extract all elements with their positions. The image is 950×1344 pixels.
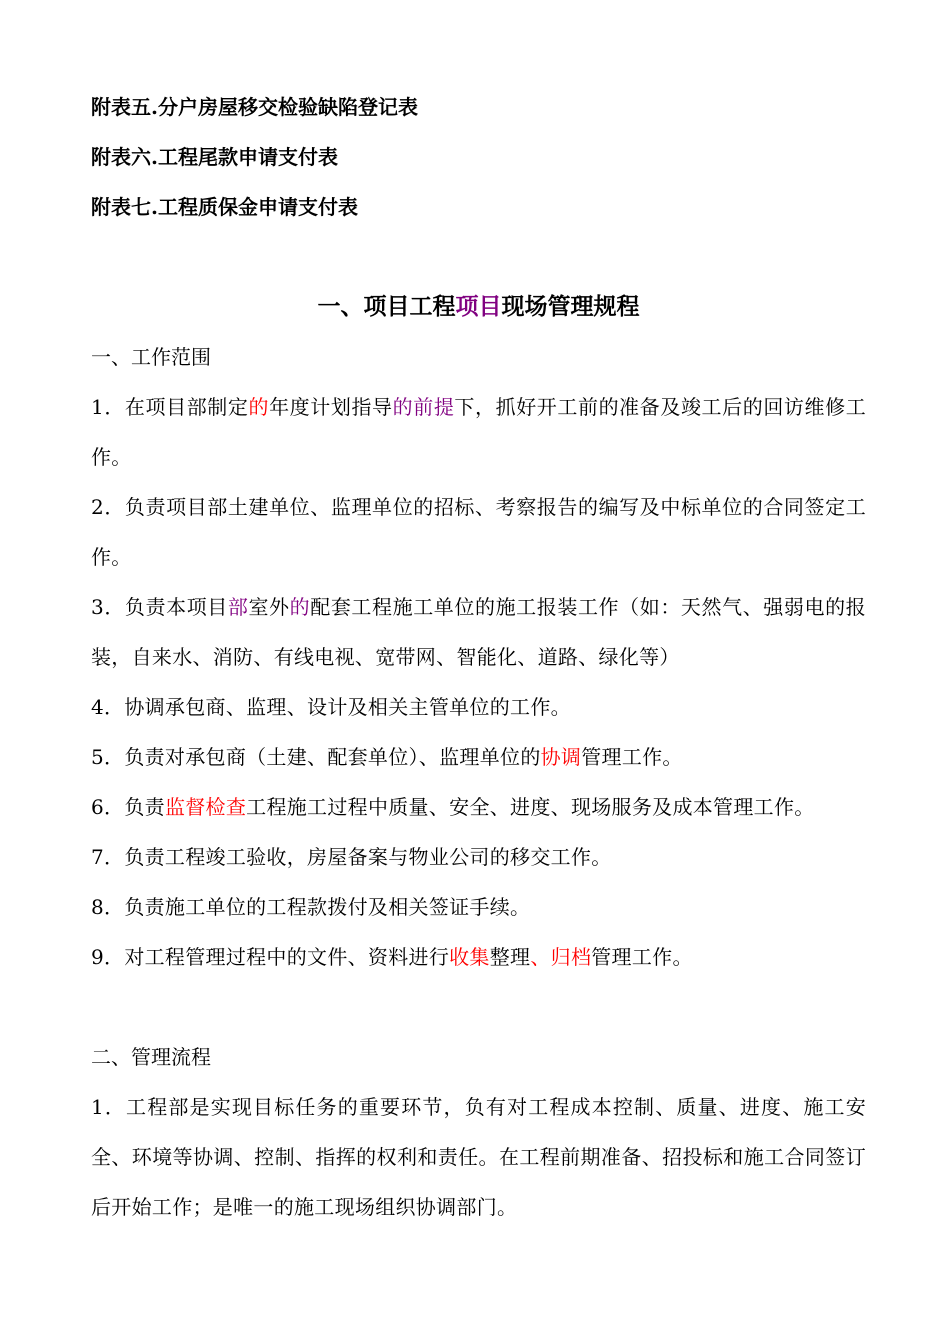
highlight-run: 收集	[449, 945, 490, 969]
text-run: 下，抓好开工前的准备及竣工后的回访维修工作。	[91, 395, 866, 469]
section-title-part: 现场管理规程	[501, 293, 640, 320]
scope-item-1	[91, 382, 866, 482]
text-run: 5．负责对承包商（土建、配套单位）、监理单位的	[91, 745, 541, 769]
text-run: 整理	[489, 945, 531, 969]
text-run: 配套工程施工单位的施工报装工作（如：天然气、强弱电的报装，自来水、消防、有线电视、宽带网、智能化、道路、绿化等）	[91, 595, 866, 669]
scope-heading: 一、工作范围	[91, 345, 211, 369]
scope-item-9	[91, 932, 866, 982]
text-run: 管理工作。	[591, 945, 693, 969]
text-run: 6．负责	[91, 795, 165, 819]
text-run: 1．在项目部制定	[91, 395, 249, 419]
text-run: 管理工作。	[581, 745, 683, 769]
text-run: 工程施工过程中质量、安全、进度、现场服务及成本管理工作。	[246, 795, 815, 819]
section-title-highlight: 项目	[455, 293, 502, 320]
highlight-run: 的前提	[392, 395, 455, 419]
scope-item-3	[91, 582, 866, 682]
highlight-run: 协调	[540, 745, 582, 769]
blank-line	[91, 982, 866, 1032]
section-title-part: 一、项目工程	[317, 293, 456, 320]
highlight-run: 的	[289, 595, 311, 619]
text-run: 年度计划指导	[269, 395, 393, 419]
process-heading: 二、管理流程	[91, 1045, 211, 1069]
scope-item-7: 7．负责工程竣工验收，房屋备案与物业公司的移交工作。	[91, 845, 612, 869]
appendix-item: 附表五.分户房屋移交检验缺陷登记表	[91, 95, 418, 119]
highlight-run: 、归档	[530, 945, 592, 969]
text-run: 3．负责本项目	[91, 595, 228, 619]
scope-item-4: 4．协调承包商、监理、设计及相关主管单位的工作。	[91, 695, 571, 719]
scope-item-5	[91, 732, 866, 782]
process-item-1: 1．工程部是实现目标任务的重要环节，负有对工程成本控制、质量、进度、施工安全、环境等协调、控制、指挥的权利和责任。在工程前期准备、招投标和施工合同签订后开始工作；是唯一的施工现场组织协调部门。	[91, 1095, 866, 1219]
scope-item-8: 8．负责施工单位的工程款拨付及相关签证手续。	[91, 895, 531, 919]
scope-item-2: 2．负责项目部土建单位、监理单位的招标、考察报告的编写及中标单位的合同签定工作。	[91, 495, 866, 569]
appendix-item: 附表六.工程尾款申请支付表	[91, 145, 338, 169]
highlight-run: 监督检查	[164, 795, 247, 819]
section-title	[91, 282, 866, 332]
appendix-item: 附表七.工程质保金申请支付表	[91, 195, 358, 219]
scope-item-6	[91, 782, 866, 832]
document-page	[91, 82, 866, 1232]
text-run: 室外	[248, 595, 290, 619]
text-run: 9．对工程管理过程中的文件、资料进行	[91, 945, 450, 969]
highlight-run: 部	[227, 595, 249, 619]
highlight-run: 的	[248, 395, 270, 419]
